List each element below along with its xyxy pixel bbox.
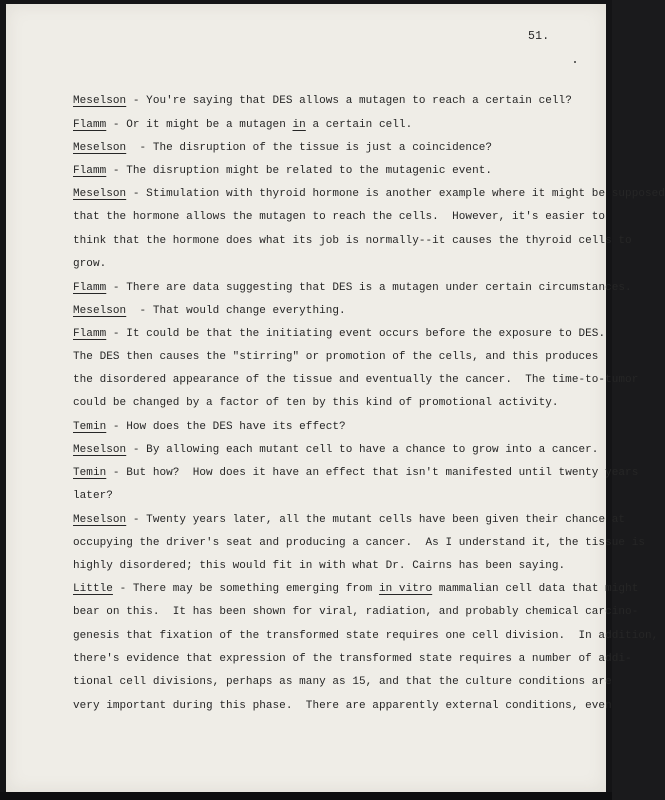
line-text: - It could be that the initiating event occurs before the exposure to DES. (106, 328, 606, 340)
emphasized-term: in (292, 119, 306, 131)
text-line (73, 327, 605, 341)
line-text: - The disruption might be related to the mutagenic event. (106, 165, 493, 177)
paper-speck (574, 61, 576, 63)
line-text: - The disruption of the tissue is just a coincidence? (126, 142, 493, 154)
speaker-name: Meselson (73, 514, 127, 526)
line-text: - How does the DES have its effect? (106, 421, 346, 433)
speaker-name: Little (73, 583, 113, 595)
text-line (73, 164, 492, 178)
speaker-name: Flamm (73, 328, 107, 340)
line-text: grow. (73, 258, 107, 270)
emphasized-term: in vitro (378, 583, 433, 595)
scan-bottom-edge (0, 792, 612, 800)
text-line (73, 118, 412, 132)
text-line (73, 396, 559, 410)
text-line (73, 466, 638, 480)
line-text: bear on this. It has been shown for viral, radiation, and probably chemical carcino- (73, 606, 639, 618)
line-text: mammalian cell data that might (432, 583, 639, 595)
speaker-name: Flamm (73, 165, 107, 177)
line-text: - There are data suggesting that DES is a mutagen under certain circumstances. (106, 282, 632, 294)
line-text: - But how? How does it have an effect that isn't manifested until twenty years (106, 467, 639, 479)
speaker-name: Meselson (73, 95, 127, 107)
text-line (73, 629, 658, 643)
line-text: there's evidence that expression of the transformed state requires a number of addi- (73, 653, 632, 665)
line-text: The DES then causes the "stirring" or promotion of the cells, and this produces (73, 351, 599, 363)
text-line (73, 304, 346, 318)
line-text: - By allowing each mutant cell to have a chance to grow into a cancer. (126, 444, 599, 456)
line-text: - Twenty years later, all the mutant cells have been given their chance at (126, 514, 626, 526)
text-line (73, 699, 612, 713)
text-line (73, 443, 598, 457)
line-text: later? (73, 490, 113, 502)
line-text: - That would change everything. (126, 305, 346, 317)
line-text: the disordered appearance of the tissue and eventually the cancer. The time-to-tumor (73, 374, 639, 386)
speaker-name: Meselson (73, 305, 127, 317)
page-number: 51. (528, 30, 550, 43)
speaker-name: Meselson (73, 444, 127, 456)
text-line (73, 187, 665, 201)
text-line (73, 373, 638, 387)
text-line (73, 141, 492, 155)
line-text: - There may be something emerging from (112, 583, 379, 595)
text-line (73, 536, 645, 550)
speaker-name: Temin (73, 467, 107, 479)
speaker-name: Temin (73, 421, 107, 433)
line-text: that the hormone allows the mutagen to reach the cells. However, it's easier to (73, 211, 606, 223)
line-text: - You're saying that DES allows a mutagen to reach a certain cell? (126, 95, 572, 107)
speaker-name: Meselson (73, 142, 127, 154)
text-line (73, 94, 572, 108)
line-text: occupying the driver's seat and producing a cancer. As I understand it, the tissue is (73, 537, 645, 549)
text-line (73, 234, 632, 248)
text-line (73, 210, 605, 224)
text-line (73, 652, 632, 666)
speaker-name: Flamm (73, 282, 107, 294)
line-text: - Stimulation with thyroid hormone is another example where it might be supposed (126, 188, 665, 200)
line-text: very important during this phase. There are apparently external conditions, even (73, 700, 612, 712)
text-line (73, 257, 106, 271)
speaker-name: Flamm (73, 119, 107, 131)
speaker-name: Meselson (73, 188, 127, 200)
line-text: think that the hormone does what its job is normally--it causes the thyroid cells to (73, 235, 632, 247)
line-text: - Or it might be a mutagen (106, 119, 293, 131)
text-line (73, 582, 638, 596)
line-text: tional cell divisions, perhaps as many as 15, and that the culture conditions are (73, 676, 612, 688)
line-text: highly disordered; this would fit in with what Dr. Cairns has been saying. (73, 560, 566, 572)
text-line (73, 605, 638, 619)
text-line (73, 350, 598, 364)
text-line (73, 513, 625, 527)
line-text: genesis that fixation of the transformed state requires one cell division. In addition, (73, 630, 659, 642)
text-line (73, 489, 113, 503)
line-text: could be changed by a factor of ten by this kind of promotional activity. (73, 397, 559, 409)
text-line (73, 281, 632, 295)
text-line (73, 420, 346, 434)
text-line (73, 559, 565, 573)
text-line (73, 675, 612, 689)
line-text: a certain cell. (305, 119, 413, 131)
